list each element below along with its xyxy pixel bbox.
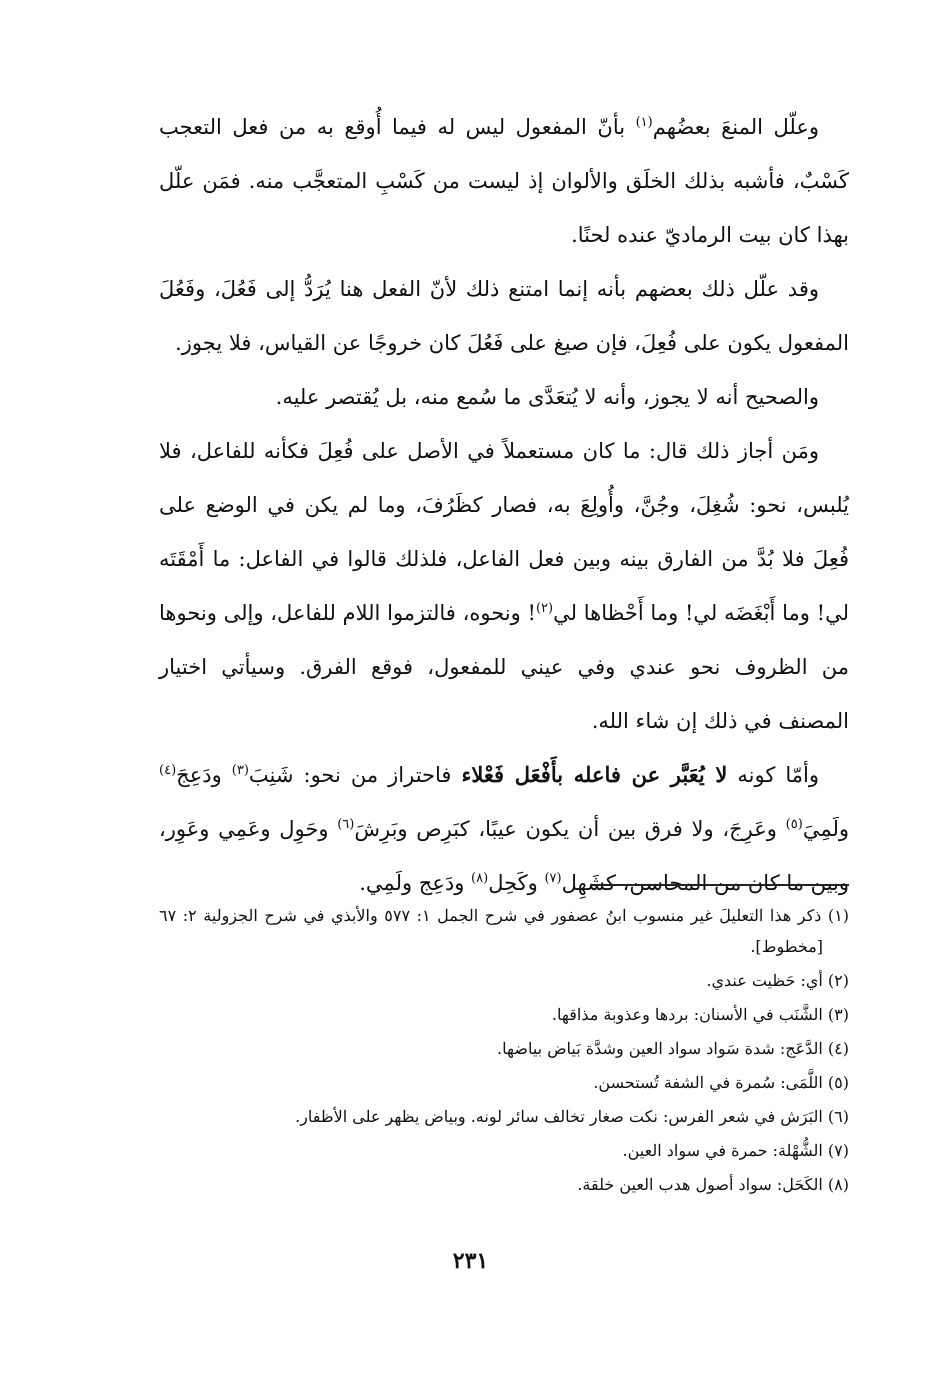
paragraph [159, 370, 849, 424]
footnote-ref[interactable]: (٦) [337, 817, 355, 832]
footnote: (٣) الشَّنَب في الأسنان: بردها وعذوبة مذاقها. [551, 1005, 849, 1024]
text-segment: ! ونحوه، فالتزموا اللام للفاعل، وإلى ونحوها من الظروف نحو عندي وفي عيني للمفعول، فوقع الفرق. وسيأتي اختيار المصنف في ذلك إن شاء الله. [159, 601, 849, 733]
footnote: (٦) البَرَش في شعر الفرس: نكت صغار تخالف سائر لونه. وبياض يظهر على الأظفار. [295, 1107, 849, 1126]
footnote-ref[interactable]: (٧) [544, 871, 562, 886]
footnote-separator [591, 884, 849, 886]
text-segment: ومَن أجاز ذلك قال: ما كان مستعملاً في الأصل على فُعِلَ فكأنه للفاعل، فلا يُلبس، نحو: شُغِلَ، وجُنَّ، وأُولِعَ به، فصار كظَرُفَ، وما لم يكن في الوضع على فُعِلَ فلا بُدَّ من الفارق بينه وبين فعل الفاعل، فلذلك قالوا في الفاعل: ما أَمْقَتَه لي! وما أَبْغَضَه لي! وما أَحْظاها لي [159, 439, 849, 625]
text-segment: ودَعِجَ [176, 763, 232, 787]
footnote: (٧) الشُّهْلة: حمرة في سواد العين. [622, 1141, 849, 1160]
footnote-ref[interactable]: (٢) [535, 601, 554, 616]
footnote-ref[interactable]: (١) [635, 115, 653, 130]
text-segment: والصحيح أنه لا يجوز، وأنه لا يُتعَدَّى ما سُمع منه، بل يُقتصر عليه. [275, 385, 819, 409]
text-segment: بأنّ المفعول ليس له فيما أُوقع به من فعل التعجب كَسْبٌ، فأشبه بذلك الخلَق والألوان إذ ليست من كَسْبِ المتعجَّب منه. فمَن علّل بهذا كان بيت الرماديّ عنده لحنًا. [159, 115, 849, 247]
text-segment: ودَعِج ولَمِي. [359, 871, 472, 895]
text-segment: وعَرِجَ، ولا فرق بين أن يكون عيبًا، كبَرِص وبَرِشَ [354, 817, 786, 841]
paragraph [159, 100, 849, 262]
footnote: (١) ذكر هذا التعليلَ غير منسوب ابنُ عصفور في شرح الجمل ١: ٥٧٧ والأبذي في شرح الجزولية ٢: ٦٧ [مخطوط]. [159, 906, 849, 956]
paragraph [159, 262, 849, 370]
footnotes [159, 900, 849, 1203]
text-segment: وأمّا كونه [727, 763, 819, 787]
footnote-ref[interactable]: (٤) [159, 763, 177, 778]
footnote: (٢) أي: حَظيت عندي. [706, 971, 849, 990]
footnote: (٥) اللَّمَى: سُمرة في الشفة تُستحسن. [593, 1073, 849, 1092]
text-segment: وحَوِل وعَمِي وعَوِر، وبين ما كان من المحاسن، كشَهِل [159, 817, 849, 895]
page-number: ٢٣١ [452, 1248, 489, 1274]
text-segment: وكَحِل [488, 871, 545, 895]
text-segment: فاحتراز من نحو: شَنِبَ [248, 763, 462, 787]
footnote-ref[interactable]: (٨) [471, 871, 489, 886]
footnote-ref[interactable]: (٣) [231, 763, 249, 778]
footnote: (٤) الدَّعَج: شدة سَواد سواد العين وشدَّة بَياض بياضها. [497, 1039, 849, 1058]
text-segment: ولَمِيَ [802, 817, 849, 841]
text-segment: وقد علّل ذلك بعضهم بأنه إنما امتنع ذلك لأنّ الفعل هنا يُرَدُّ إلى فَعُلَ، وفَعُلَ المفعول يكون على فُعِلَ، فإن صيغ على فَعُلَ كان خروجًا عن القياس، فلا يجوز. [159, 277, 849, 355]
text-segment: وعلّل المنعَ بعضُهم [652, 115, 819, 139]
paragraph [159, 424, 849, 748]
footnote-ref[interactable]: (٥) [785, 817, 803, 832]
footnote: (٨) الكَحَل: سواد أصول هدب العين خلقة. [577, 1175, 849, 1194]
main-text [159, 100, 849, 910]
bold-phrase: لا يُعَبَّر عن فاعله بأَفْعَل فَعْلاء [461, 762, 728, 787]
